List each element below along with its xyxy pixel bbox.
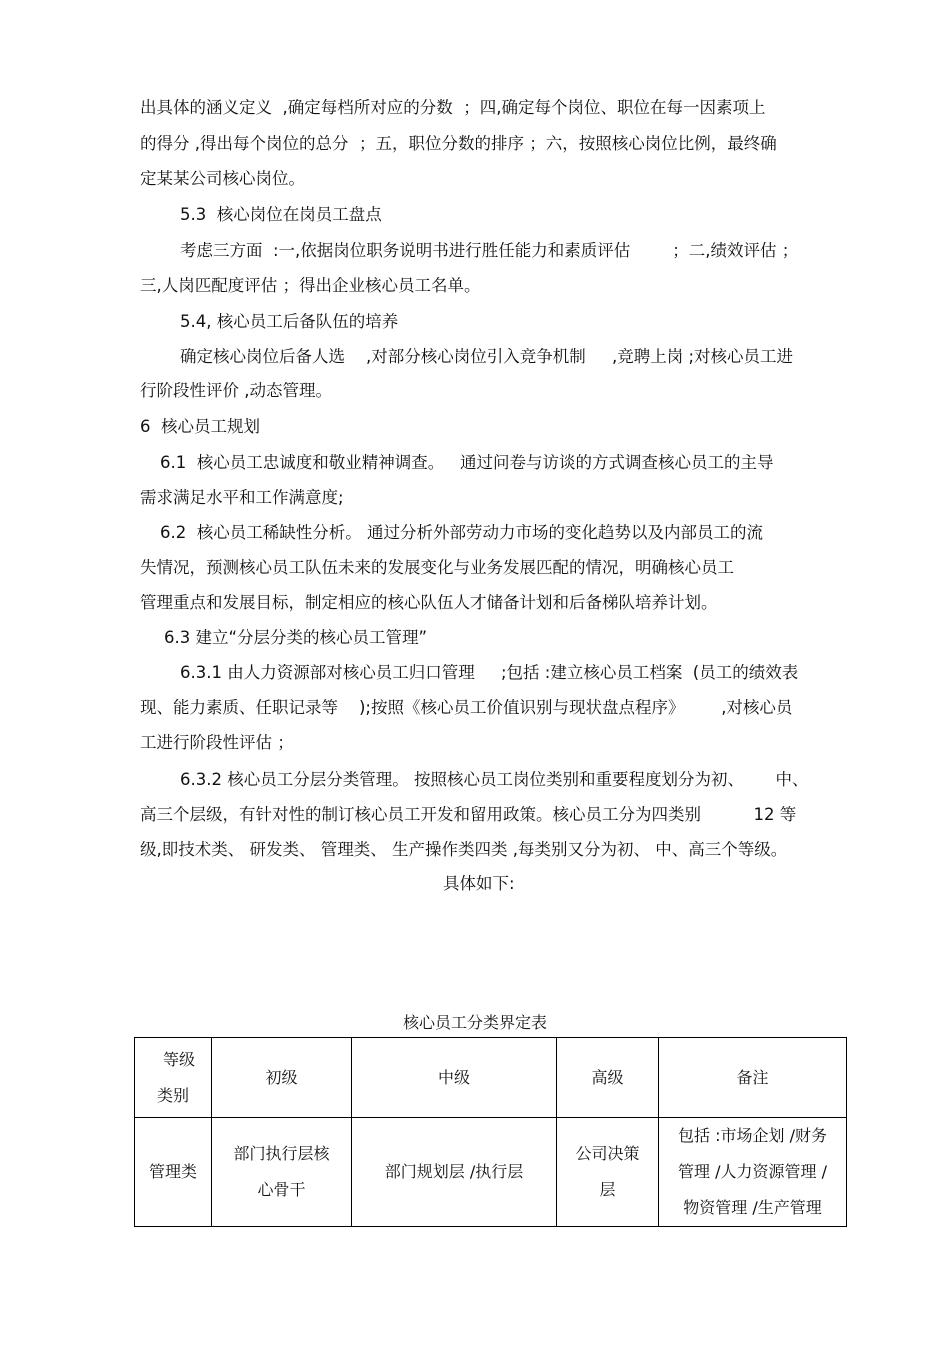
middle-cell: 部门规划层 /执行层 bbox=[352, 1118, 557, 1227]
classification-table bbox=[134, 1037, 847, 1227]
text-line: 6.3.1 由人力资源部对核心员工归口管理 ;包括 :建立核心员工档案 (员工的绩效表 bbox=[180, 663, 799, 682]
text-line: 6.1 核心员工忠诚度和敬业精神调查。 通过问卷与访谈的方式调查核心员工的主导 bbox=[160, 453, 774, 472]
cell-line: 公司决策 bbox=[575, 1144, 640, 1163]
cell-line: 物资管理 /生产管理 bbox=[683, 1198, 822, 1217]
cell-line: 管理 /人力资源管理 / bbox=[678, 1162, 827, 1181]
text-line: 级,即技术类、 研发类、 管理类、 生产操作类四类 ,每类别又分为初、 中、高三个等级。 bbox=[140, 840, 788, 859]
senior-cell bbox=[557, 1118, 659, 1227]
table-caption: 核心员工分类界定表 bbox=[402, 1013, 547, 1032]
text-line: 行阶段性评价 ,动态管理。 bbox=[140, 381, 332, 400]
text-line: 考虑三方面 :一,依据岗位职务说明书进行胜任能力和素质评估 ；二,绩效评估 ； bbox=[180, 241, 799, 260]
text-line: 需求满足水平和工作满意度; bbox=[140, 488, 344, 507]
text-line: 的得分 ,得出每个岗位的总分 ；五，职位分数的排序 ；六，按照核心岗位比例，最终确 bbox=[140, 134, 777, 153]
text-line: 工进行阶段性评估 ； bbox=[140, 733, 294, 752]
section-heading-5-4: 5.4, 核心员工后备队伍的培养 bbox=[180, 312, 399, 331]
text-line: 管理重点和发展目标，制定相应的核心队伍人才储备计划和后备梯队培养计划。 bbox=[140, 593, 718, 612]
header-cell: 中级 bbox=[352, 1038, 557, 1118]
corner-bottom-label: 类别 bbox=[156, 1085, 189, 1105]
section-heading-5-3: 5.3 核心岗位在岗员工盘点 bbox=[180, 205, 382, 224]
cell-line: 包括 :市场企划 /财务 bbox=[678, 1126, 827, 1145]
header-cell: 备注 bbox=[659, 1038, 847, 1118]
table-header-row bbox=[135, 1038, 847, 1118]
cell-line: 层 bbox=[599, 1180, 616, 1199]
junior-cell bbox=[212, 1118, 352, 1227]
cell-line: 部门执行层核 bbox=[233, 1144, 330, 1163]
note-cell bbox=[659, 1118, 847, 1227]
table-row bbox=[135, 1118, 847, 1227]
text-line: 三,人岗匹配度评估 ；得出企业核心员工名单。 bbox=[140, 276, 481, 295]
category-cell: 管理类 bbox=[135, 1118, 212, 1227]
text-line: 定某某公司核心岗位。 bbox=[140, 169, 305, 188]
section-heading-6-3: 6.3 建立“分层分类的核心员工管理” bbox=[164, 628, 428, 647]
header-cell: 高级 bbox=[557, 1038, 659, 1118]
text-line: 出具体的涵义定义 ,确定每档所对应的分数 ；四,确定每个岗位、职位在每一因素项上 bbox=[140, 98, 766, 117]
text-line: 具体如下: bbox=[443, 874, 515, 893]
text-line: 6.2 核心员工稀缺性分析。 通过分析外部劳动力市场的变化趋势以及内部员工的流 bbox=[160, 523, 763, 542]
text-line: 确定核心岗位后备人选 ,对部分核心岗位引入竞争机制 ,竞聘上岗 ;对核心员工进 bbox=[180, 347, 793, 366]
corner-header-cell bbox=[135, 1038, 212, 1118]
cell-line: 心骨干 bbox=[257, 1180, 306, 1199]
header-cell: 初级 bbox=[212, 1038, 352, 1118]
text-line: 6.3.2 核心员工分层分类管理。 按照核心员工岗位类别和重要程度划分为初、 中、 bbox=[180, 770, 809, 789]
text-line: 现、能力素质、任职记录等 );按照《核心员工价值识别与现状盘点程序》 ,对核心员 bbox=[140, 698, 793, 717]
section-heading-6: 6 核心员工规划 bbox=[140, 417, 260, 436]
text-line: 高三个层级，有针对性的制订核心员工开发和留用政策。核心员工分为四类别 12 等 bbox=[140, 805, 797, 824]
text-line: 失情况，预测核心员工队伍未来的发展变化与业务发展匹配的情况，明确核心员工 bbox=[140, 558, 734, 577]
corner-top-label: 等级 bbox=[162, 1049, 195, 1069]
